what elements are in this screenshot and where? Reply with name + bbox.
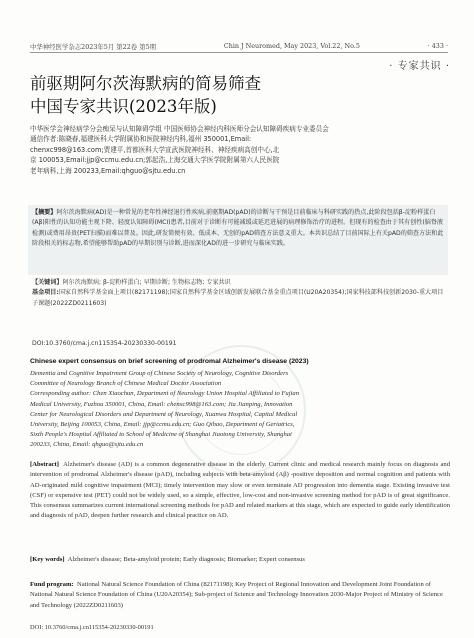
correspondence-line: 老年病科,上海 200233,Email:qhguo@sjtu.edu.cn [30,166,186,175]
authors-en-line: Dementia and Cognitive Impairment Group of Chinese Society of Neurology, Cognitive Disorders [30,370,289,377]
keywords-label-cn: 【关键词】 [32,279,63,286]
correspondence-line: 通信作者:陈晓春,福建医科大学附属协和医院神经内科,福州 350001,Email: [30,135,252,144]
header-divider [30,52,448,53]
doi-cn[interactable]: DOI:10.3760/cma.j.cn115354-20230330-00191 [32,340,177,347]
keywords-label-en: [Key words] [30,556,65,563]
authors-cn: 中华医学会神经病学分会痴呆与认知障碍学组 中国医师协会神经内科医师分会认知障碍疾病专业委员会 [30,125,329,133]
authors-block-cn [30,124,450,176]
authors-en-line: Corresponding author: Chen Xiaochun, Department of Neurology Union Hospital Affiliated to Fujian [30,390,299,398]
fund-label-en: Fund program: [30,581,74,588]
authors-en-line: Medical University, Fuzhou 350001, China, Email: chenxc998@163.com; Jia Jianping, Innovation [30,400,293,408]
authors-en-line: Center for Neurological Disorders and Department of Neurology, Xuanwu Hospital, Capital Medical [30,410,298,418]
keywords-text-en: Alzheimer's disease; Beta-amyloid protein; Early diagnosis; Biomarker; Expert consensus [67,556,305,563]
authors-en-line: University, Beijing 100053, China, Email: jjp@ccmu.edu.cn; Guo Qihao, Department of Geriatrics, [30,421,295,429]
authors-en-line: 200233, China, Email: qhguo@sjtu.edu.cn [30,441,144,449]
doi-en[interactable]: DOI: 10.3760/cma.j.cn115354-20230330-00191 [30,624,154,631]
abstract-label-cn: 【摘要】 [32,209,57,216]
abstract-en [30,460,450,522]
abstract-text-en: Alzheimer's disease (AD) is a common degenerative disease in the elderly. Current clinic and medical research mainly focus on diagnosis and intervention of prodromal Alzheimer's disease (pAD), including subjects with beta-amyloid (Aβ) -positive deposition and normal cognition and patients with AD-originated mild cognitive impairment (MCI); timely intervention may slow or even terminate AD progression into dementia stage. Existing invasive test (CSF) or expensive test (PET) could not be widely used, so a simple, effective, low-cost and non-invasive screening method for pAD is of great significance. This consensus summarizes current international screening methods for pAD and related markers at this stage, which are expected to guide early identification and diagnosis of pAD, deepen further research and clinical practice on AD. [30,461,450,520]
meta-block-cn [32,278,444,309]
fund-text-cn: 国家自然科学基金面上项目(82171198);国家自然科学基金区域创新发展联合基金重点项目(U20A20354);国家科技部科技创新2030-重大项目子课题(2022ZD0211603) [32,289,444,307]
section-tag: · 专家共识 · [389,61,450,72]
title-line-2: 中国专家共识(2023年版) [30,97,217,116]
abstract-cn [32,208,444,249]
article-title-cn [30,72,410,118]
fund-text-en: National Natural Science Foundation of China (82171198); Key Project of Regional Innovation and Development Joint Foundation of National Natural Science Foundation of China (U20A20354); Sub-project of Science and Technology Innovation 2030-Major Project of Ministry of Science and Technology (2022ZD0211603) [30,581,443,609]
abstract-text-cn: 阿尔茨海默病(AD)是一种常见的老年性神经退行性疾病,前驱期AD(pAD)的诊断与干预是目前临床与科研实践的热点,此阶段包括β-淀粉样蛋白(Aβ)阳性的认知功能主观下降、轻度认知障碍(MCI)患者,目前对于诊断有可能减缓或延迟进展的病理修饰治疗的进程。但现有的检查由于其有创性(脑脊液检测)或费用昂贵(PET扫描)而难以普及。因此,研发简便有效、低成本、无创的pAD筛查方法意义重大。本共识总结了目前国际上有关pAD的筛查方法和此阶段相关的标志物,希望能够帮助pAD的早期识别与诊断,进而深化AD的进一步研究与临床实践。 [32,209,444,247]
header-journal-en: Chin J Neuromed, May 2023, Vol.22, No.5 [223,42,360,50]
authors-en-line: Sixth People's Hospital Affiliated to School of Medicine of Shanghai Jiaotong University, Shanghai [30,431,292,439]
fund-en [30,580,450,611]
page-number: · 433 · [427,42,448,50]
correspondence-line: chenxc998@163.com;贾建平,首都医科大学宣武医院神经科、神经疾病高创中心,北 [30,145,280,154]
correspondence-line: 京 100053,Email:jjp@ccmu.edu.cn;郭起浩,上海交通大学医学院附属第六人民医院 [30,156,280,165]
fund-label-cn: 基金项目: [32,289,59,297]
abstract-label-en: [Abstract] [30,461,59,468]
keywords-text-cn: 阿尔茨海默病; β-淀粉样蛋白; 早期诊断; 生物标志物; 专家共识 [62,279,231,286]
authors-en-line: Committee of Neurology Branch of Chinese Medical Doctor Association [30,380,222,388]
authors-block-en [30,369,450,451]
article-title-en: Chinese expert consensus on brief screening of prodromal Alzheimer's disease (2023) [30,358,309,365]
fund-cn [32,288,444,309]
running-header [30,42,448,51]
keywords-en [30,555,450,565]
title-line-1: 前驱期阿尔茨海默病的简易筛查 [30,74,261,93]
keywords-cn [32,278,444,288]
header-journal-cn: 中华神经医学杂志2023年5月 第22卷 第5期 [30,43,157,51]
